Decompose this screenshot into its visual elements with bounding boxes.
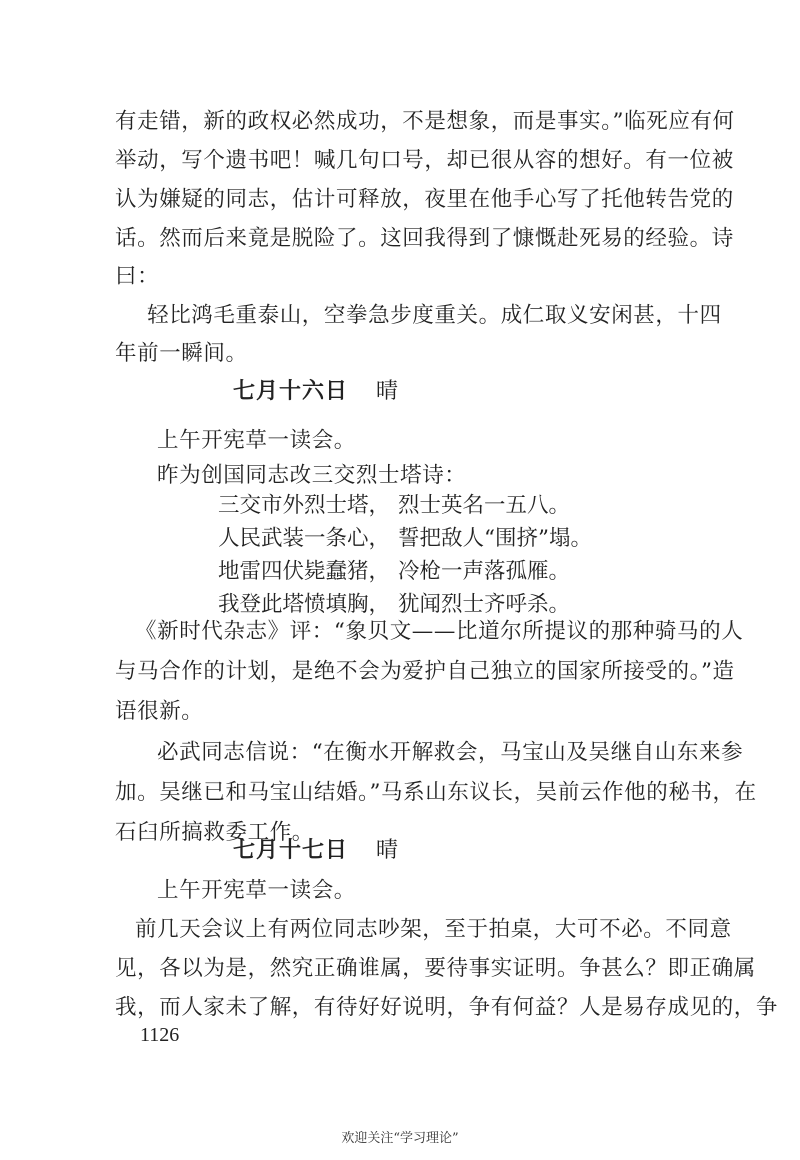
text-line: 话。然而后来竟是脱险了。这回我得到了慷慨赴死易的经验。诗 — [115, 226, 734, 251]
text-line: 我，而人家未了解，有待好好说明，争有何益？人是易存成见的，争 — [115, 995, 779, 1020]
poem-line-left: 我登此塔愤填胸， — [218, 592, 391, 617]
text-line: 举动，写个遗书吧！喊几句口号，却已很从容的想好。有一位被 — [115, 148, 734, 173]
entry-heading — [233, 374, 399, 405]
footer-text: 欢迎关注“学习理论” — [341, 1131, 459, 1146]
text-line: 《新时代杂志》评：“象贝文——比道尔所提议的那种骑马的人 — [135, 619, 744, 644]
text-line: 曰： — [115, 264, 160, 289]
text-line: 与马合作的计划，是绝不会为爱护自己独立的国家所接受的。”造 — [115, 659, 735, 684]
text-line: 昨为创国同志改三交烈士塔诗： — [157, 463, 467, 488]
poem-line-left: 人民武装一条心， — [218, 526, 391, 551]
text-line: 见，各以为是，然究正确谁属，要待事实证明。争甚么？即正确属 — [115, 956, 756, 981]
text-line: 必武同志信说：“在衡水开解救会，马宝山及吴继自山东来参 — [157, 740, 744, 765]
entry-weather: 晴 — [376, 379, 400, 404]
text-line: 上午开宪草一读会。 — [157, 428, 356, 453]
entry-heading — [233, 833, 399, 864]
text-line: 有走错，新的政权必然成功，不是想象，而是事实。”临死应有何 — [115, 109, 735, 134]
text-line: 加。吴继已和马宝山结婚。”马系山东议长，吴前云作他的秘书，在 — [115, 780, 757, 805]
text-line: 上午开宪草一读会。 — [157, 878, 356, 903]
text-line: 轻比鸿毛重泰山，空拳急步度重关。成仁取义安闲甚，十四 — [125, 303, 722, 328]
text-line: 前几天会议上有两位同志吵架，至于拍桌，大可不必。不同意 — [135, 917, 732, 942]
entry-date: 七月十六日 — [233, 378, 349, 404]
entry-date: 七月十七日 — [233, 837, 349, 863]
poem-line-right: 犹闻烈士齐呼杀。 — [398, 592, 571, 617]
poem-line-right: 烈士英名一五八。 — [398, 493, 571, 518]
text-line: 语很新。 — [115, 699, 204, 724]
text-line: 年前一瞬间。 — [115, 341, 248, 366]
poem-line-left: 地雷四伏毙蠢猪， — [218, 559, 391, 584]
entry-weather: 晴 — [376, 838, 400, 863]
poem-line-left: 三交市外烈士塔， — [218, 493, 391, 518]
poem-line-right: 冷枪一声落孤雁。 — [398, 559, 571, 584]
poem-line-right: 誓把敌人“围挤”塌。 — [398, 526, 592, 551]
text-line: 石臼所搞救委工作。 — [115, 820, 314, 845]
page-number: 1126 — [140, 1024, 180, 1046]
text-line: 认为嫌疑的同志，估计可释放，夜里在他手心写了托他转告党的 — [115, 187, 734, 212]
